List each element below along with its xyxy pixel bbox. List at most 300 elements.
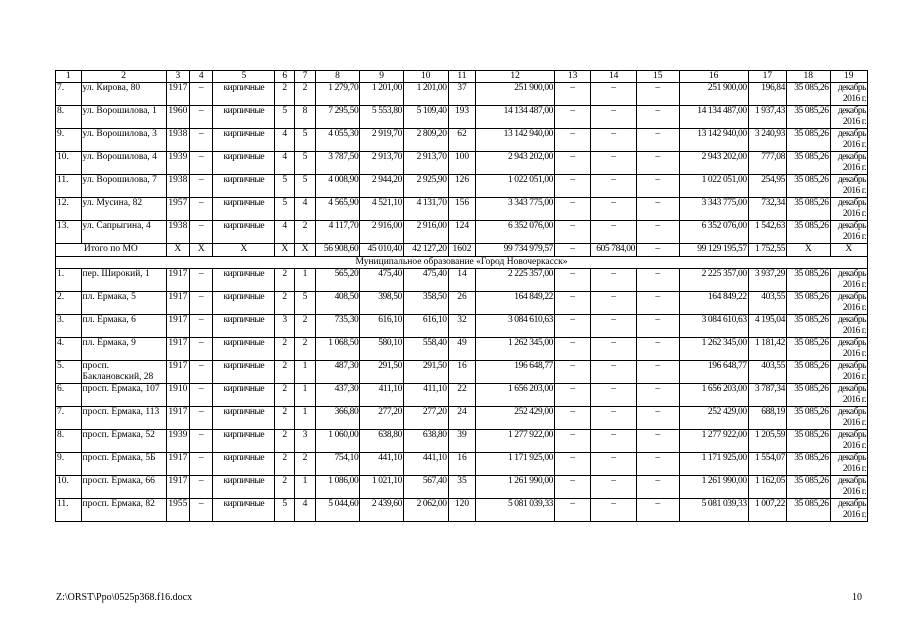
address-cell: просп. Ермака, 66 [81, 476, 166, 499]
total-area-cell: 437,30 [315, 384, 360, 407]
private-area-cell: 2 062,00 [403, 499, 448, 522]
cost-limit-cell: 35 085,26 [786, 453, 830, 476]
entrances-cell: 5 [295, 129, 315, 152]
address-cell: просп. Ермака, 82 [81, 499, 166, 522]
total-area-cell: 1 086,00 [315, 476, 360, 499]
year-reconstructed-cell: – [190, 129, 213, 152]
column-number-2: 2 [81, 71, 166, 83]
address-cell: просп. Ермака, 113 [81, 407, 166, 430]
cost-owners-cell: – [636, 430, 679, 453]
wall-material-cell: кирпичные [213, 338, 275, 361]
planned-date-cell: декабрь 2016 г. [830, 338, 867, 361]
residential-area-cell: 2 913,70 [360, 152, 404, 175]
private-area-cell: 2 809,20 [403, 129, 448, 152]
cost-limit-cell: 35 085,26 [786, 129, 830, 152]
cost-fund-cell: – [555, 384, 591, 407]
residential-area-cell: 2 916,00 [360, 221, 404, 244]
planned-date-cell: декабрь 2016 г. [830, 106, 867, 129]
year-reconstructed-cell: – [190, 476, 213, 499]
column-number-5: 5 [213, 71, 275, 83]
address-cell: пер. Широкий, 1 [81, 269, 166, 292]
residents-cell: 16 [448, 361, 476, 384]
private-area-cell: 616,10 [403, 315, 448, 338]
private-area-cell: 291,50 [403, 361, 448, 384]
private-area-cell: 567,40 [403, 476, 448, 499]
cost-owners-cell: – [636, 384, 679, 407]
wall-material-cell: кирпичные [213, 198, 275, 221]
row-index-cell: 2. [56, 292, 82, 315]
column-number-3: 3 [166, 71, 189, 83]
cost-owners-cell: – [636, 221, 679, 244]
floors-cell: 5 [275, 198, 295, 221]
cost-per-m2-cell: 403,55 [748, 292, 786, 315]
table-row [56, 476, 868, 499]
table-row [56, 106, 868, 129]
cost-total-cell: 164 849,22 [679, 292, 748, 315]
entrances-cell: 8 [295, 106, 315, 129]
column-number-6: 6 [275, 71, 295, 83]
entrances-cell: 3 [295, 430, 315, 453]
cost-budget-cell: – [591, 129, 637, 152]
repair-cost-total-cell: 3 084 610,63 [476, 315, 555, 338]
cost-owners-cell: – [636, 292, 679, 315]
cost-limit-cell: 35 085,26 [786, 338, 830, 361]
address-cell: ул. Ворошилова, 1 [81, 106, 166, 129]
planned-date-cell: декабрь 2016 г. [830, 499, 867, 522]
residents-cell: 32 [448, 315, 476, 338]
private-area-cell: 2 916,00 [403, 221, 448, 244]
cost-total-cell: 3 343 775,00 [679, 198, 748, 221]
cost-limit-cell: 35 085,26 [786, 106, 830, 129]
row-index-cell: 10. [56, 476, 82, 499]
cost-total-cell: 196 648,77 [679, 361, 748, 384]
total-c17-cell: 1 752,55 [748, 244, 786, 257]
repair-cost-total-cell: 252 429,00 [476, 407, 555, 430]
repair-cost-total-cell: 2 225 357,00 [476, 269, 555, 292]
total-area-cell: 4 117,70 [315, 221, 360, 244]
cost-budget-cell: – [591, 292, 637, 315]
year-built-cell: 1917 [166, 407, 189, 430]
entrances-cell: 1 [295, 361, 315, 384]
cost-fund-cell: – [555, 499, 591, 522]
total-c16-cell: 99 129 195,57 [679, 244, 748, 257]
cost-owners-cell: – [636, 361, 679, 384]
total-area-cell: 4 008,90 [315, 175, 360, 198]
floors-cell: 5 [275, 175, 295, 198]
cost-fund-cell: – [555, 221, 591, 244]
residential-area-cell: 291,50 [360, 361, 404, 384]
year-reconstructed-cell: – [190, 338, 213, 361]
wall-material-cell: кирпичные [213, 499, 275, 522]
cost-budget-cell: – [591, 106, 637, 129]
cost-fund-cell: – [555, 175, 591, 198]
residential-area-cell: 398,50 [360, 292, 404, 315]
cost-per-m2-cell: 3 240,93 [748, 129, 786, 152]
wall-material-cell: кирпичные [213, 106, 275, 129]
year-built-cell: 1917 [166, 476, 189, 499]
cost-per-m2-cell: 4 195,04 [748, 315, 786, 338]
planned-date-cell: декабрь 2016 г. [830, 198, 867, 221]
entrances-cell: 2 [295, 315, 315, 338]
planned-date-cell: декабрь 2016 г. [830, 407, 867, 430]
entrances-cell: 4 [295, 499, 315, 522]
cost-per-m2-cell: 3 937,29 [748, 269, 786, 292]
cost-total-cell: 14 134 487,00 [679, 106, 748, 129]
cost-fund-cell: – [555, 152, 591, 175]
entrances-cell: 1 [295, 384, 315, 407]
floors-cell: 5 [275, 106, 295, 129]
cost-budget-cell: – [591, 361, 637, 384]
cost-total-cell: 252 429,00 [679, 407, 748, 430]
cost-owners-cell: – [636, 269, 679, 292]
table-row [56, 361, 868, 384]
row-index-cell: 1. [56, 269, 82, 292]
floors-cell: 2 [275, 407, 295, 430]
row-index-cell: 6. [56, 384, 82, 407]
cost-per-m2-cell: 732,34 [748, 198, 786, 221]
private-area-cell: 558,40 [403, 338, 448, 361]
planned-date-cell: декабрь 2016 г. [830, 269, 867, 292]
wall-material-cell: кирпичные [213, 292, 275, 315]
private-area-cell: 638,80 [403, 430, 448, 453]
wall-material-cell: кирпичные [213, 83, 275, 106]
entrances-cell: 2 [295, 83, 315, 106]
residents-cell: 39 [448, 430, 476, 453]
residents-cell: 193 [448, 106, 476, 129]
wall-material-cell: кирпичные [213, 175, 275, 198]
year-reconstructed-cell: – [190, 106, 213, 129]
entrances-cell: 5 [295, 152, 315, 175]
cost-total-cell: 251 900,00 [679, 83, 748, 106]
wall-material-cell: кирпичные [213, 453, 275, 476]
cost-fund-cell: – [555, 315, 591, 338]
column-number-15: 15 [636, 71, 679, 83]
private-area-cell: 5 109,40 [403, 106, 448, 129]
floors-cell: 4 [275, 152, 295, 175]
planned-date-cell: декабрь 2016 г. [830, 315, 867, 338]
total-area-cell: 366,80 [315, 407, 360, 430]
year-reconstructed-cell: – [190, 407, 213, 430]
private-area-cell: 2 925,90 [403, 175, 448, 198]
cost-total-cell: 2 943 202,00 [679, 152, 748, 175]
total-x7-cell: X [295, 244, 315, 257]
cost-per-m2-cell: 1 007,22 [748, 499, 786, 522]
cost-limit-cell: 35 085,26 [786, 361, 830, 384]
wall-material-cell: кирпичные [213, 407, 275, 430]
planned-date-cell: декабрь 2016 г. [830, 453, 867, 476]
residents-cell: 16 [448, 453, 476, 476]
row-index-cell: 13. [56, 221, 82, 244]
residents-cell: 100 [448, 152, 476, 175]
repair-cost-total-cell: 2 943 202,00 [476, 152, 555, 175]
planned-date-cell: декабрь 2016 г. [830, 129, 867, 152]
section-row [56, 257, 868, 269]
cost-limit-cell: 35 085,26 [786, 407, 830, 430]
table-row [56, 430, 868, 453]
wall-material-cell: кирпичные [213, 315, 275, 338]
residential-area-cell: 2 439,60 [360, 499, 404, 522]
wall-material-cell: кирпичные [213, 221, 275, 244]
floors-cell: 2 [275, 453, 295, 476]
cost-total-cell: 1 022 051,00 [679, 175, 748, 198]
residential-area-cell: 1 021,10 [360, 476, 404, 499]
table-row [56, 453, 868, 476]
table-row [56, 315, 868, 338]
cost-budget-cell: – [591, 499, 637, 522]
column-number-9: 9 [360, 71, 404, 83]
cost-limit-cell: 35 085,26 [786, 499, 830, 522]
total-x6-cell: X [275, 244, 295, 257]
residents-cell: 26 [448, 292, 476, 315]
residents-cell: 24 [448, 407, 476, 430]
planned-date-cell: декабрь 2016 г. [830, 384, 867, 407]
floors-cell: 3 [275, 315, 295, 338]
repair-cost-total-cell: 1 262 345,00 [476, 338, 555, 361]
table-row [56, 292, 868, 315]
repair-cost-total-cell: 6 352 076,00 [476, 221, 555, 244]
total-area-cell: 4 055,30 [315, 129, 360, 152]
column-number-11: 11 [448, 71, 476, 83]
table-row [56, 83, 868, 106]
year-built-cell: 1960 [166, 106, 189, 129]
residential-area-cell: 5 553,80 [360, 106, 404, 129]
residents-cell: 22 [448, 384, 476, 407]
cost-fund-cell: – [555, 106, 591, 129]
residential-area-cell: 1 201,00 [360, 83, 404, 106]
cost-limit-cell: 35 085,26 [786, 384, 830, 407]
cost-owners-cell: – [636, 407, 679, 430]
planned-date-cell: декабрь 2016 г. [830, 430, 867, 453]
column-number-10: 10 [403, 71, 448, 83]
cost-fund-cell: – [555, 407, 591, 430]
year-built-cell: 1957 [166, 198, 189, 221]
table-row [56, 407, 868, 430]
cost-fund-cell: – [555, 198, 591, 221]
total-c14-cell: 605 784,00 [591, 244, 637, 257]
planned-date-cell: декабрь 2016 г. [830, 152, 867, 175]
column-number-12: 12 [476, 71, 555, 83]
table-row [56, 269, 868, 292]
cost-budget-cell: – [591, 430, 637, 453]
total-area-cell: 7 295,50 [315, 106, 360, 129]
address-cell: просп. Ермака, 107 [81, 384, 166, 407]
wall-material-cell: кирпичные [213, 430, 275, 453]
total-c12-cell: 99 734 979,57 [476, 244, 555, 257]
floors-cell: 4 [275, 221, 295, 244]
year-built-cell: 1938 [166, 221, 189, 244]
row-index-cell: 9. [56, 453, 82, 476]
residential-area-cell: 277,20 [360, 407, 404, 430]
column-number-17: 17 [748, 71, 786, 83]
cost-limit-cell: 35 085,26 [786, 430, 830, 453]
cost-owners-cell: – [636, 453, 679, 476]
cost-per-m2-cell: 1 542,63 [748, 221, 786, 244]
address-cell: просп. Ермака, 52 [81, 430, 166, 453]
address-cell: ул. Ворошилова, 7 [81, 175, 166, 198]
total-c10-cell: 42 127,20 [403, 244, 448, 257]
cost-owners-cell: – [636, 338, 679, 361]
residents-cell: 120 [448, 499, 476, 522]
year-built-cell: 1917 [166, 292, 189, 315]
cost-fund-cell: – [555, 476, 591, 499]
private-area-cell: 4 131,70 [403, 198, 448, 221]
cost-per-m2-cell: 688,19 [748, 407, 786, 430]
year-reconstructed-cell: – [190, 315, 213, 338]
table-row [56, 198, 868, 221]
total-area-cell: 1 068,50 [315, 338, 360, 361]
floors-cell: 2 [275, 83, 295, 106]
cost-per-m2-cell: 403,55 [748, 361, 786, 384]
year-reconstructed-cell: – [190, 152, 213, 175]
total-area-cell: 735,30 [315, 315, 360, 338]
cost-limit-cell: 35 085,26 [786, 221, 830, 244]
year-reconstructed-cell: – [190, 198, 213, 221]
cost-limit-cell: 35 085,26 [786, 152, 830, 175]
cost-per-m2-cell: 254,95 [748, 175, 786, 198]
column-number-7: 7 [295, 71, 315, 83]
cost-budget-cell: – [591, 175, 637, 198]
repair-cost-total-cell: 251 900,00 [476, 83, 555, 106]
year-built-cell: 1917 [166, 361, 189, 384]
column-number-1: 1 [56, 71, 82, 83]
private-area-cell: 358,50 [403, 292, 448, 315]
residential-area-cell: 411,10 [360, 384, 404, 407]
table-row [56, 499, 868, 522]
cost-per-m2-cell: 1 554,07 [748, 453, 786, 476]
year-reconstructed-cell: – [190, 384, 213, 407]
cost-fund-cell: – [555, 292, 591, 315]
cost-fund-cell: – [555, 361, 591, 384]
row-index-cell: 7. [56, 83, 82, 106]
cost-budget-cell: – [591, 269, 637, 292]
residents-cell: 156 [448, 198, 476, 221]
total-area-cell: 754,10 [315, 453, 360, 476]
address-cell: пл. Ермака, 9 [81, 338, 166, 361]
cost-budget-cell: – [591, 221, 637, 244]
year-built-cell: 1938 [166, 129, 189, 152]
floors-cell: 2 [275, 292, 295, 315]
cost-total-cell: 1 656 203,00 [679, 384, 748, 407]
row-index-cell: 10. [56, 152, 82, 175]
total-area-cell: 5 044,60 [315, 499, 360, 522]
cost-fund-cell: – [555, 453, 591, 476]
address-cell: ул. Кирова, 80 [81, 83, 166, 106]
footer-page-number: 10 [852, 592, 862, 603]
register-table-body [56, 71, 868, 522]
address-cell: пл. Ермака, 6 [81, 315, 166, 338]
wall-material-cell: кирпичные [213, 129, 275, 152]
cost-budget-cell: – [591, 315, 637, 338]
private-area-cell: 2 913,70 [403, 152, 448, 175]
private-area-cell: 475,40 [403, 269, 448, 292]
cost-limit-cell: 35 085,26 [786, 175, 830, 198]
total-x5-cell: X [213, 244, 275, 257]
wall-material-cell: кирпичные [213, 152, 275, 175]
cost-owners-cell: – [636, 315, 679, 338]
private-area-cell: 411,10 [403, 384, 448, 407]
residential-area-cell: 4 521,10 [360, 198, 404, 221]
year-built-cell: 1917 [166, 269, 189, 292]
cost-budget-cell: – [591, 453, 637, 476]
repair-cost-total-cell: 3 343 775,00 [476, 198, 555, 221]
year-reconstructed-cell: – [190, 499, 213, 522]
floors-cell: 4 [275, 129, 295, 152]
planned-date-cell: декабрь 2016 г. [830, 175, 867, 198]
wall-material-cell: кирпичные [213, 476, 275, 499]
entrances-cell: 5 [295, 175, 315, 198]
residential-area-cell: 580,10 [360, 338, 404, 361]
wall-material-cell: кирпичные [213, 269, 275, 292]
column-number-4: 4 [190, 71, 213, 83]
cost-total-cell: 1 277 922,00 [679, 430, 748, 453]
total-c19-cell: X [830, 244, 867, 257]
repair-cost-total-cell: 5 081 039,33 [476, 499, 555, 522]
residential-area-cell: 441,10 [360, 453, 404, 476]
row-index-cell: 11. [56, 175, 82, 198]
table-row [56, 129, 868, 152]
address-cell: просп. Ермака, 5Б [81, 453, 166, 476]
cost-total-cell: 2 225 357,00 [679, 269, 748, 292]
cost-owners-cell: – [636, 106, 679, 129]
cost-owners-cell: – [636, 476, 679, 499]
total-c8-cell: 56 908,60 [315, 244, 360, 257]
row-index-cell: 3. [56, 315, 82, 338]
residential-area-cell: 2 919,70 [360, 129, 404, 152]
repair-cost-total-cell: 196 648,77 [476, 361, 555, 384]
year-reconstructed-cell: – [190, 292, 213, 315]
cost-total-cell: 6 352 076,00 [679, 221, 748, 244]
year-reconstructed-cell: – [190, 269, 213, 292]
total-c11-cell: 1602 [448, 244, 476, 257]
floors-cell: 2 [275, 476, 295, 499]
year-built-cell: 1939 [166, 430, 189, 453]
total-c13-cell: – [555, 244, 591, 257]
cost-per-m2-cell: 1 937,43 [748, 106, 786, 129]
cost-fund-cell: – [555, 129, 591, 152]
address-cell: просп. Баклановский, 28 [81, 361, 166, 384]
cost-per-m2-cell: 196,84 [748, 83, 786, 106]
column-number-18: 18 [786, 71, 830, 83]
private-area-cell: 1 201,00 [403, 83, 448, 106]
cost-per-m2-cell: 1 205,59 [748, 430, 786, 453]
repair-cost-total-cell: 1 277 922,00 [476, 430, 555, 453]
private-area-cell: 277,20 [403, 407, 448, 430]
year-built-cell: 1917 [166, 338, 189, 361]
cost-total-cell: 1 171 925,00 [679, 453, 748, 476]
total-c9-cell: 45 010,40 [360, 244, 404, 257]
address-cell: пл. Ермака, 5 [81, 292, 166, 315]
planned-date-cell: декабрь 2016 г. [830, 361, 867, 384]
total-c15-cell: – [636, 244, 679, 257]
row-index-cell: 5. [56, 361, 82, 384]
cost-total-cell: 1 262 345,00 [679, 338, 748, 361]
total-label: Итого по МО [56, 244, 167, 257]
repair-cost-total-cell: 164 849,22 [476, 292, 555, 315]
column-number-13: 13 [555, 71, 591, 83]
cost-budget-cell: – [591, 476, 637, 499]
year-reconstructed-cell: – [190, 361, 213, 384]
cost-total-cell: 1 261 990,00 [679, 476, 748, 499]
cost-limit-cell: 35 085,26 [786, 269, 830, 292]
residential-area-cell: 475,40 [360, 269, 404, 292]
planned-date-cell: декабрь 2016 г. [830, 476, 867, 499]
total-area-cell: 487,30 [315, 361, 360, 384]
entrances-cell: 2 [295, 221, 315, 244]
year-reconstructed-cell: – [190, 221, 213, 244]
cost-per-m2-cell: 777,08 [748, 152, 786, 175]
planned-date-cell: декабрь 2016 г. [830, 83, 867, 106]
repair-cost-total-cell: 1 656 203,00 [476, 384, 555, 407]
